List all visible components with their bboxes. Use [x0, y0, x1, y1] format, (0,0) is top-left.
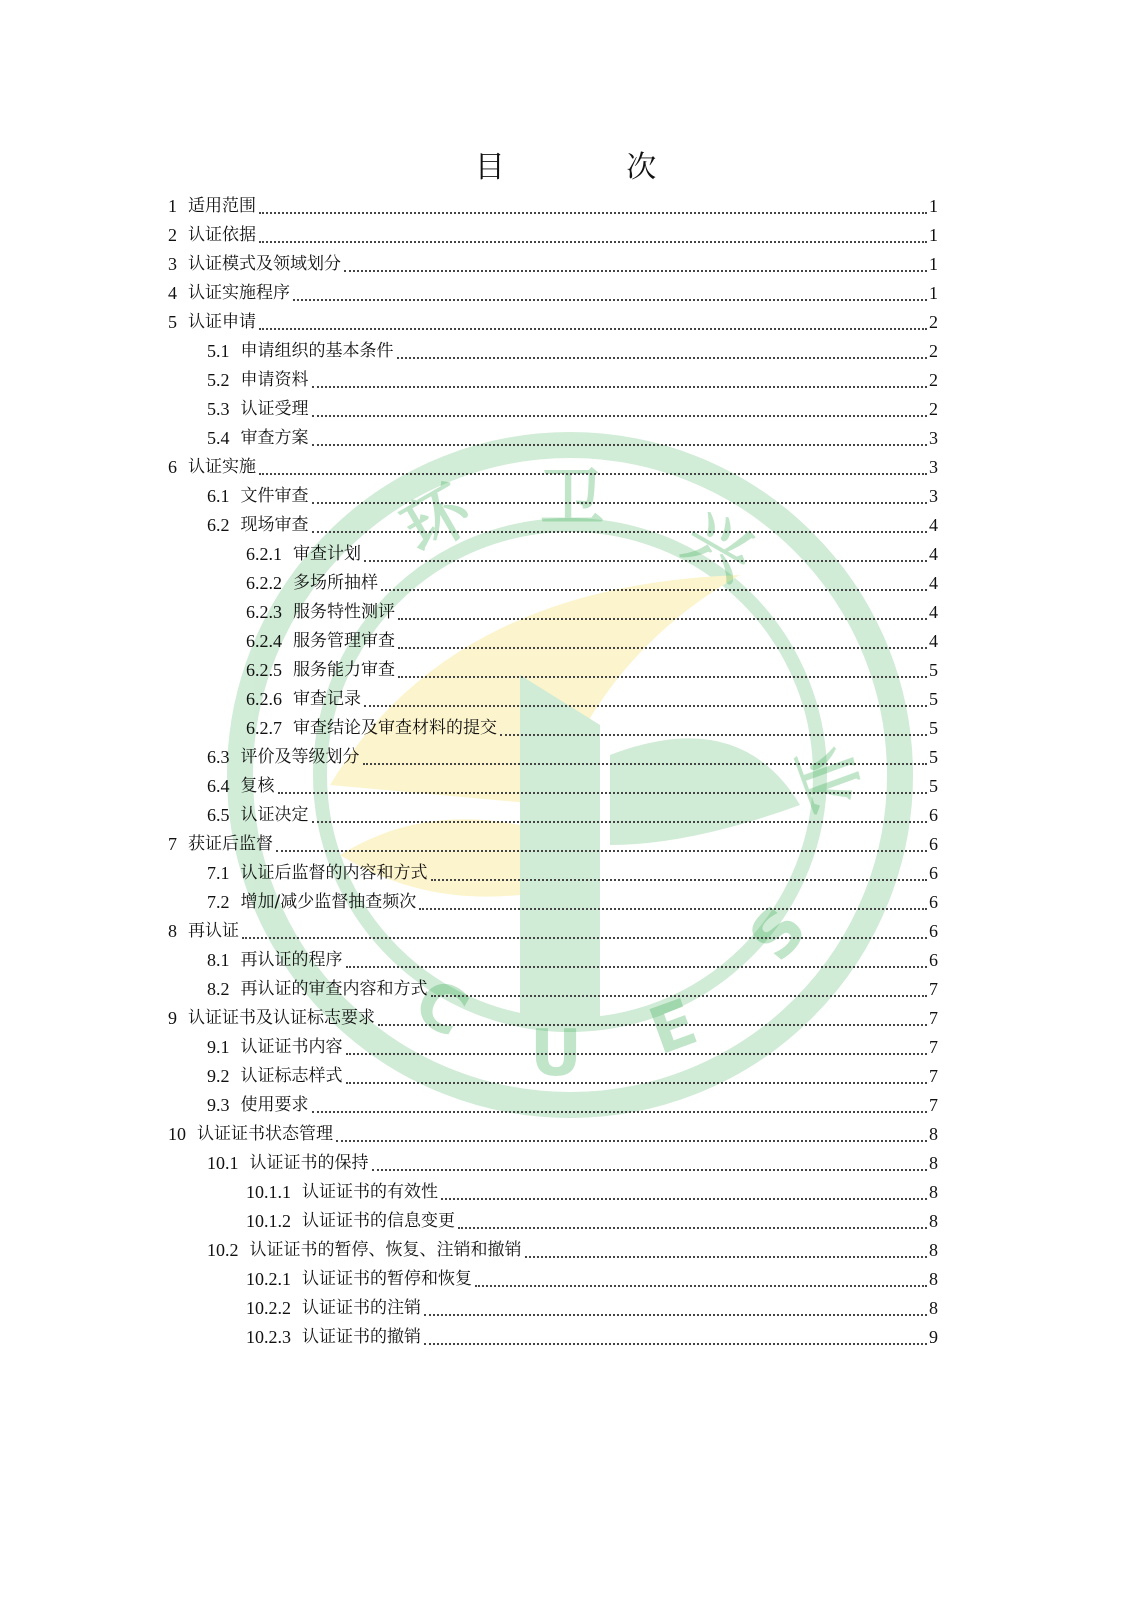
- toc-entry-page: 2: [929, 341, 938, 361]
- toc-entry-label: 认证证书的注销: [302, 1298, 421, 1318]
- toc-entry-page: 7: [929, 1037, 938, 1057]
- toc-entry-page: 6: [929, 805, 938, 825]
- toc-entry-number: 6: [168, 457, 177, 477]
- toc-entry-label: 认证证书的有效性: [302, 1182, 438, 1202]
- toc-entry[interactable]: [207, 1149, 938, 1178]
- toc-entry-label: 认证证书内容: [240, 1037, 343, 1057]
- toc-leader-dots: [276, 849, 927, 852]
- toc-entry-page: 8: [929, 1298, 938, 1318]
- toc-entry-number: 9.1: [207, 1037, 230, 1057]
- watermark-letter-2: U: [530, 1017, 582, 1091]
- toc-entry-page: 5: [929, 660, 938, 680]
- toc-entry[interactable]: [168, 308, 938, 337]
- toc-entry[interactable]: [207, 1062, 938, 1091]
- toc-entry-label: 认证证书的暂停和恢复: [302, 1269, 472, 1289]
- toc-entry[interactable]: [168, 250, 938, 279]
- toc-leader-dots: [500, 733, 927, 736]
- toc-entry[interactable]: [168, 1120, 938, 1149]
- toc-entry-number: 7: [168, 834, 177, 854]
- toc-entry-label: 现场审查: [240, 515, 309, 535]
- toc-entry-page: 7: [929, 1095, 938, 1115]
- toc-entry[interactable]: [168, 192, 938, 221]
- toc-leader-dots: [312, 501, 928, 504]
- toc-entry-label: 认证实施程序: [188, 283, 290, 303]
- toc-entry-label: 认证依据: [188, 225, 256, 245]
- toc-entry[interactable]: [207, 801, 938, 830]
- toc-entry-number: 6.2.7: [246, 718, 282, 738]
- toc-entry[interactable]: [168, 830, 938, 859]
- toc-leader-dots: [278, 791, 928, 794]
- toc-entry[interactable]: [207, 337, 938, 366]
- toc-entry-page: 4: [929, 631, 938, 651]
- toc-leader-dots: [364, 704, 927, 707]
- toc-entry-page: 5: [929, 776, 938, 796]
- toc-entry-number: 6.2.3: [246, 602, 282, 622]
- toc-entry[interactable]: [246, 540, 938, 569]
- toc-entry[interactable]: [246, 598, 938, 627]
- toc-entry-number: 10.1: [207, 1153, 239, 1173]
- toc-entry-page: 1: [929, 225, 938, 245]
- toc-entry-page: 2: [929, 312, 938, 332]
- toc-entry-label: 使用要求: [240, 1095, 309, 1115]
- toc-entry[interactable]: [246, 569, 938, 598]
- toc-entry[interactable]: [207, 743, 938, 772]
- watermark-char-2: 卫: [540, 462, 604, 536]
- toc-entry-number: 6.5: [207, 805, 230, 825]
- toc-entry-number: 10.2.1: [246, 1269, 291, 1289]
- toc-entry-label: 多场所抽样: [293, 573, 378, 593]
- toc-entry[interactable]: [168, 917, 938, 946]
- toc-leader-dots: [259, 211, 927, 214]
- toc-entry-number: 6.4: [207, 776, 230, 796]
- toc-leader-dots: [431, 878, 928, 881]
- toc-leader-dots: [312, 530, 928, 533]
- toc-leader-dots: [372, 1168, 928, 1171]
- toc-entry-page: 4: [929, 573, 938, 593]
- toc-entry-label: 获证后监督: [188, 834, 273, 854]
- toc-entry-number: 10.1.2: [246, 1211, 291, 1231]
- toc-entry-label: 认证证书及认证标志要求: [188, 1008, 375, 1028]
- toc-entry-page: 4: [929, 602, 938, 622]
- toc-entry-label: 再认证: [188, 921, 239, 941]
- toc-entry-label: 申请组织的基本条件: [240, 341, 394, 361]
- toc-entry-page: 3: [929, 428, 938, 448]
- toc-entry-number: 6.2.6: [246, 689, 282, 709]
- toc-entry-number: 4: [168, 283, 177, 303]
- toc-leader-dots: [312, 385, 928, 388]
- toc-entry[interactable]: [168, 453, 938, 482]
- toc-entry-label: 服务管理审查: [293, 631, 395, 651]
- toc-entry[interactable]: [207, 395, 938, 424]
- toc-leader-dots: [344, 269, 927, 272]
- toc-entry-number: 5.2: [207, 370, 230, 390]
- toc-entry[interactable]: [246, 1178, 938, 1207]
- toc-entry-page: 4: [929, 544, 938, 564]
- toc-leader-dots: [364, 559, 927, 562]
- toc-entry-label: 认证实施: [188, 457, 256, 477]
- toc-entry-page: 1: [929, 283, 938, 303]
- toc-entry-page: 9: [929, 1327, 938, 1347]
- toc-entry[interactable]: [207, 482, 938, 511]
- toc-leader-dots: [441, 1197, 927, 1200]
- toc-leader-dots: [259, 327, 927, 330]
- toc-entry-page: 2: [929, 370, 938, 390]
- toc-entry-label: 认证模式及领域划分: [188, 254, 341, 274]
- toc-leader-dots: [336, 1139, 927, 1142]
- toc-entry-page: 8: [929, 1269, 938, 1289]
- toc-entry[interactable]: [207, 511, 938, 540]
- toc-entry-number: 1: [168, 196, 177, 216]
- toc-entry-number: 5.4: [207, 428, 230, 448]
- toc-entry-number: 10: [168, 1124, 186, 1144]
- toc-entry-number: 9.2: [207, 1066, 230, 1086]
- toc-entry-number: 9.3: [207, 1095, 230, 1115]
- toc-entry-label: 认证申请: [188, 312, 256, 332]
- toc-entry-number: 5: [168, 312, 177, 332]
- toc-entry-label: 认证标志样式: [240, 1066, 343, 1086]
- toc-entry-label: 服务特性测评: [293, 602, 395, 622]
- toc-entry-page: 5: [929, 747, 938, 767]
- toc-entry-page: 8: [929, 1153, 938, 1173]
- toc-entry[interactable]: [207, 888, 938, 917]
- toc-entry[interactable]: [207, 424, 938, 453]
- toc-entry-page: 8: [929, 1211, 938, 1231]
- toc-leader-dots: [419, 907, 927, 910]
- toc-entry-page: 2: [929, 399, 938, 419]
- toc-entry-page: 5: [929, 718, 938, 738]
- watermark-letter-4: S: [735, 892, 822, 976]
- watermark-letter-3: E: [640, 985, 707, 1071]
- toc-entry[interactable]: [168, 279, 938, 308]
- toc-entry-number: 10.2.2: [246, 1298, 291, 1318]
- toc-leader-dots: [346, 1052, 928, 1055]
- toc-entry[interactable]: [207, 1236, 938, 1265]
- toc-entry-page: 5: [929, 689, 938, 709]
- toc-entry-number: 10.1.1: [246, 1182, 291, 1202]
- toc-entry[interactable]: [246, 714, 938, 743]
- toc-entry-page: 7: [929, 979, 938, 999]
- toc-entry[interactable]: [246, 1265, 938, 1294]
- page-title: 目 次: [474, 150, 713, 185]
- toc-leader-dots: [381, 588, 927, 591]
- toc-entry[interactable]: [207, 1033, 938, 1062]
- toc-entry[interactable]: [207, 975, 938, 1004]
- toc-leader-dots: [424, 1313, 927, 1316]
- watermark-char-1: 环: [391, 472, 484, 569]
- toc-entry-label: 认证决定: [240, 805, 309, 825]
- toc-leader-dots: [242, 936, 927, 939]
- toc-entry-number: 7.1: [207, 863, 230, 883]
- toc-entry-number: 2: [168, 225, 177, 245]
- toc-entry-number: 8: [168, 921, 177, 941]
- toc-entry[interactable]: [207, 772, 938, 801]
- toc-entry-page: 7: [929, 1066, 938, 1086]
- watermark-char-4: 业: [779, 735, 872, 821]
- toc-entry-page: 8: [929, 1182, 938, 1202]
- toc-entry-label: 审查结论及审查材料的提交: [293, 718, 497, 738]
- toc-leader-dots: [431, 994, 928, 997]
- toc-entry-number: 10.2: [207, 1240, 239, 1260]
- toc-leader-dots: [363, 762, 928, 765]
- toc-leader-dots: [398, 675, 927, 678]
- toc-entry-label: 服务能力审查: [293, 660, 395, 680]
- toc-entry-page: 1: [929, 254, 938, 274]
- toc-entry-page: 3: [929, 486, 938, 506]
- toc-entry-number: 6.2.4: [246, 631, 282, 651]
- toc-entry[interactable]: [207, 1091, 938, 1120]
- toc-entry-number: 10.2.3: [246, 1327, 291, 1347]
- toc-entry-label: 审查计划: [293, 544, 361, 564]
- toc-entry[interactable]: [246, 1323, 938, 1352]
- toc-entry-number: 8.1: [207, 950, 230, 970]
- toc-entry-label: 再认证的审查内容和方式: [240, 979, 428, 999]
- toc-entry-label: 申请资料: [240, 370, 309, 390]
- toc-leader-dots: [398, 617, 927, 620]
- toc-entry-number: 3: [168, 254, 177, 274]
- toc-leader-dots: [424, 1342, 927, 1345]
- toc-entry-number: 7.2: [207, 892, 230, 912]
- toc-entry-label: 认证证书的撤销: [302, 1327, 421, 1347]
- toc-entry-number: 6.1: [207, 486, 230, 506]
- toc-entry-label: 评价及等级划分: [240, 747, 360, 767]
- toc-entry-page: 7: [929, 1008, 938, 1028]
- toc-entry[interactable]: [207, 366, 938, 395]
- toc-leader-dots: [293, 298, 927, 301]
- toc-entry-label: 审查记录: [293, 689, 361, 709]
- toc-entry-label: 增加/减少监督抽查频次: [240, 892, 417, 912]
- toc-entry-number: 6.2: [207, 515, 230, 535]
- toc-entry[interactable]: [168, 221, 938, 250]
- toc-entry-label: 认证证书的保持: [249, 1153, 369, 1173]
- toc-leader-dots: [259, 240, 927, 243]
- toc-leader-dots: [458, 1226, 927, 1229]
- toc-leader-dots: [312, 414, 928, 417]
- toc-entry-number: 5.3: [207, 399, 230, 419]
- toc-entry[interactable]: [168, 1004, 938, 1033]
- toc-entry-label: 复核: [240, 776, 275, 796]
- toc-entry-page: 6: [929, 863, 938, 883]
- toc-leader-dots: [398, 646, 927, 649]
- toc-entry-label: 文件审查: [240, 486, 309, 506]
- toc-entry-label: 认证证书状态管理: [197, 1124, 333, 1144]
- toc-entry[interactable]: [246, 1207, 938, 1236]
- toc-entry-number: 6.2.2: [246, 573, 282, 593]
- watermark-letter-1: C: [402, 964, 480, 1053]
- toc-entry-number: 5.1: [207, 341, 230, 361]
- toc-entry-page: 4: [929, 515, 938, 535]
- toc-leader-dots: [378, 1023, 927, 1026]
- toc-entry-page: 6: [929, 950, 938, 970]
- toc-leader-dots: [259, 472, 927, 475]
- toc-entry-label: 认证证书的信息变更: [302, 1211, 455, 1231]
- toc-entry[interactable]: [207, 859, 938, 888]
- toc-entry-page: 8: [929, 1240, 938, 1260]
- toc-entry-label: 审查方案: [240, 428, 309, 448]
- toc-entry-number: 8.2: [207, 979, 230, 999]
- toc-entry[interactable]: [246, 1294, 938, 1323]
- toc-leader-dots: [312, 443, 928, 446]
- toc-entry-number: 6.3: [207, 747, 230, 767]
- toc-entry-label: 认证证书的暂停、恢复、注销和撤销: [249, 1240, 522, 1260]
- toc-entry-label: 适用范围: [188, 196, 256, 216]
- toc-leader-dots: [475, 1284, 927, 1287]
- toc-entry-number: 9: [168, 1008, 177, 1028]
- toc-leader-dots: [346, 965, 928, 968]
- toc-entry-label: 认证后监督的内容和方式: [240, 863, 428, 883]
- toc-entry-page: 6: [929, 834, 938, 854]
- toc-entry[interactable]: [207, 946, 938, 975]
- toc-entry-label: 认证受理: [240, 399, 309, 419]
- toc-leader-dots: [312, 820, 928, 823]
- toc-entry[interactable]: [246, 656, 938, 685]
- toc-entry-number: 6.2.5: [246, 660, 282, 680]
- toc-leader-dots: [525, 1255, 928, 1258]
- toc-entry-page: 8: [929, 1124, 938, 1144]
- toc-entry-page: 1: [929, 196, 938, 216]
- toc-entry-page: 6: [929, 921, 938, 941]
- toc-entry-number: 6.2.1: [246, 544, 282, 564]
- toc-leader-dots: [312, 1110, 928, 1113]
- toc-leader-dots: [346, 1081, 928, 1084]
- toc-entry-page: 3: [929, 457, 938, 477]
- toc-entry[interactable]: [246, 627, 938, 656]
- toc-leader-dots: [397, 356, 928, 359]
- watermark-char-3: 兴: [672, 499, 765, 596]
- toc-entry[interactable]: [246, 685, 938, 714]
- toc-entry-page: 6: [929, 892, 938, 912]
- toc-entry-label: 再认证的程序: [240, 950, 343, 970]
